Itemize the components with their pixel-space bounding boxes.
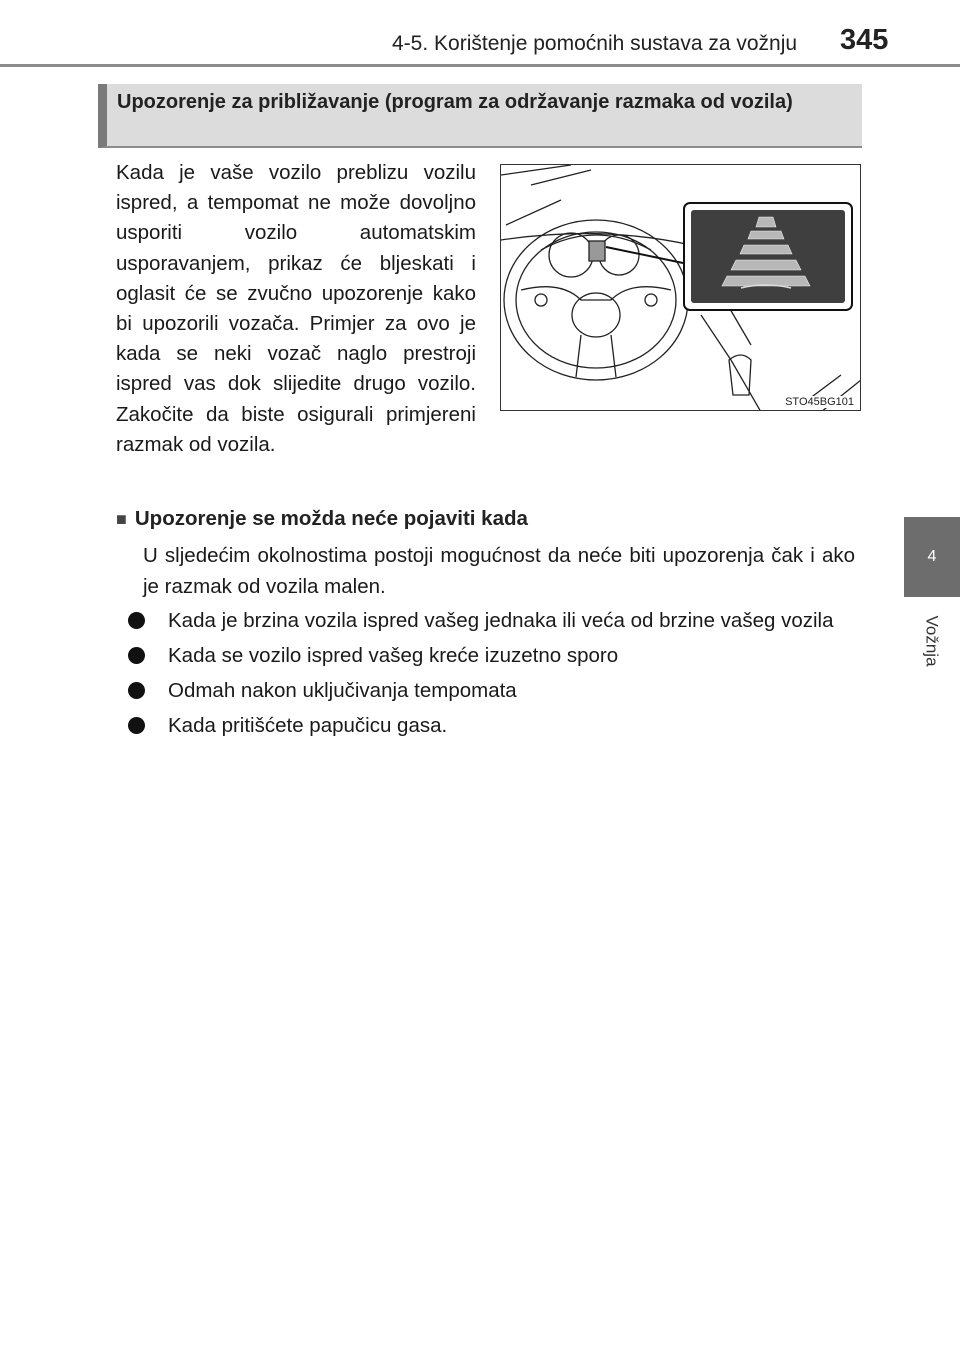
- conditions-list: [128, 605, 855, 745]
- chapter-number: 4: [927, 548, 937, 565]
- dashboard-drawing: [501, 165, 861, 411]
- chapter-tab-label: [904, 600, 960, 682]
- list-item: [128, 605, 855, 636]
- subsection-heading-text: Upozorenje se možda neće pojaviti kada: [134, 507, 528, 530]
- list-item: [128, 710, 855, 741]
- bullet-dot-icon: [128, 647, 145, 664]
- header-rule: [0, 64, 960, 67]
- subsection-heading: [116, 507, 528, 531]
- running-header: 4-5. Korištenje pomoćnih sustava za vožnju: [392, 32, 798, 55]
- chapter-label: Vožnja: [922, 615, 942, 667]
- bullet-dot-icon: [128, 612, 145, 629]
- section-heading: Upozorenje za približavanje (program za održavanje razmaka od vozila): [98, 84, 862, 148]
- dashboard-illustration: [500, 164, 861, 411]
- intro-paragraph: Kada je vaše vozilo preblizu vozilu ispred, a tempomat ne može dovoljno usporiti vozilo automatskim usporavanjem, prikaz će bljeskati i oglasit će se zvučno upozorenje kako bi upozorili vozača. Primjer za ovo je kada se neki vozač naglo prestroji ispred vas dok slijedite drugo vozilo. Zakočite da biste osigurali primjereni razmak od vozila.: [116, 161, 476, 456]
- list-item: [128, 675, 855, 706]
- list-item: [128, 640, 855, 671]
- list-item-text: Odmah nakon uključivanja tempomata: [168, 679, 517, 702]
- square-bullet-icon: ■: [116, 509, 127, 529]
- bullet-dot-icon: [128, 682, 145, 699]
- chapter-tab-number: [904, 517, 960, 597]
- list-item-text: Kada pritišćete papučicu gasa.: [168, 714, 448, 737]
- page-number: 345: [840, 24, 889, 56]
- list-item-text: Kada se vozilo ispred vašeg kreće izuzetno sporo: [168, 644, 619, 667]
- list-item-text: Kada je brzina vozila ispred vašeg jednaka ili veća od brzine vašeg vozila: [168, 609, 834, 632]
- bullet-dot-icon: [128, 717, 145, 734]
- subsection-paragraph: U sljedećim okolnostima postoji mogućnost da neće biti upozorenja čak i ako je razmak od vozila malen.: [143, 544, 855, 598]
- figure-code: STO45BG101: [785, 396, 854, 408]
